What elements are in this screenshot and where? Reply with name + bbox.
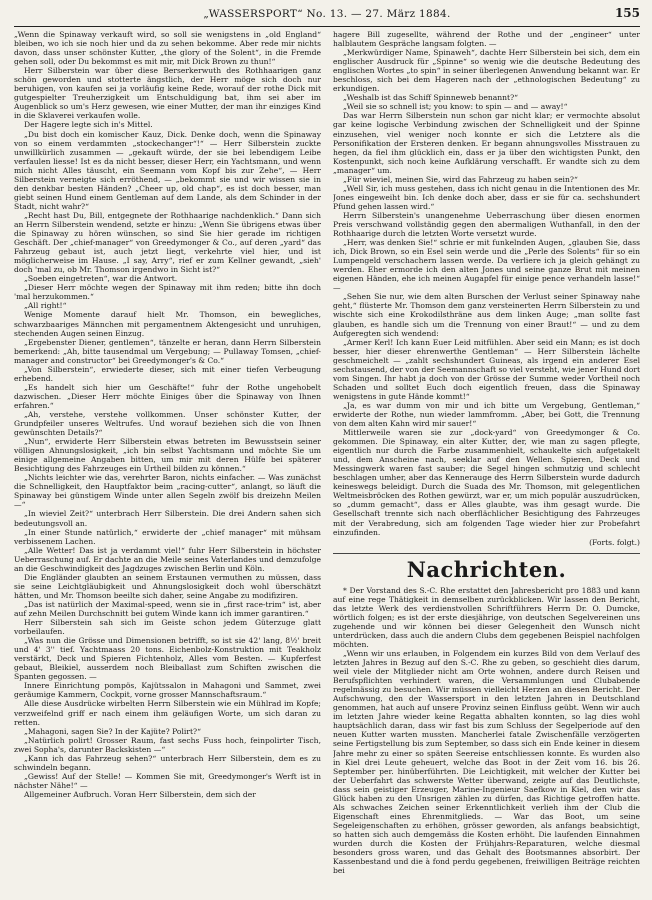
paragraph: hagere Bill zugesellte, während der Rothe und der „engineer“ unter halblautem Gespräche langsam folgten. — [333, 30, 640, 49]
paragraph: „Soeben eingetreten“, war die Antwort. [24, 274, 178, 284]
news-paragraph: „Wenn wir uns erlauben, in Folgendem ein kurzes Bild von dem Verlauf des letzten Jahres in Bezug auf den S.-C. Rhe zu geben, so geschieht dies darum, weil viele der Mitglieder nicht am Orte wohnen, andere durch Reisen und Berufspflichten verhindert waren, die Versammlungen und Clubabende regelmässig zu besuchen. Wir müssen vielleicht Herzen an diesen Bericht. Der Aufschwung, den der Wassersport in den letzten Jahren in Deutschland genommen, hat auch auf unsere Provinz seinen Einfluss geübt. Wenn wir auch im letzten Jahre wieder keine Regatta abhalten konnten, so lag dies wohl hauptsächlich daran, dass wir fast bis zum Schluss der Segelperiode auf den neuen Kutter warten mussten. Mancherlei fatale Zwischenfälle verzögerten seine Fertigstellung bis zum September, so dass sich ein Ende keiner in diesem Jahre mehr zu einer so späten Seereise entschliessen konnte. Es wurden also in Kiel drei Leute geheuert, welche das Boot in der Zeit vom 16. bis 26. September per. hinüberführten. Die Leichtigkeit, mit welcher der Kutter bei der Ueberfahrt das schwerste Wetter überwand, zeigte auf das Deutlichste, dass sein geistiger Erzeuger, Marine-Ingenieur Saefkow in Kiel, den wir das Glück haben zu den Unsrigen zählen zu dürfen, das Richtige getroffen hatte. Als schwaches Zeichen seiner Erkenntlichkeit verlieh ihm der Club die Eigenschaft eines Ehrenmitglieds. — War das Boot, um seine Segeleigenschaften zu erhöhen, grösser geworden, als anfangs beabsichtigt, so hatten sich auch demgemäss die Kosten erhöht. Die laufenden Einnahmen wurden durch die Kosten der Frühjahrs-Reparaturen, welche diesmal besonders gross waren, und das Gehalt des Bootsmannes absorbirt. Der Kassenbestand und die à fond perdu gegebenen, freiwilligen Beiträge reichten bei [333, 649, 640, 876]
section-title: Nachrichten. [333, 553, 640, 582]
paragraph: „Es handelt sich hier um Geschäfte!“ fuhr der Rothe ungehobelt dazwischen. „Dieser Herr möchte Einiges über die Spinaway von Ihnen erfahren.“ [14, 382, 321, 410]
paragraph: Wenige Momente darauf hielt Mr. Thomson, ein bewegliches, schwarzbaariges Männchen mit pergamentnem Aktengesicht und unruhigen, stechenden Augen seinen Einzug. [14, 310, 321, 338]
paragraph: „Wenn die Spinaway verkauft wird, so soll sie wenigstens in „old England“ bleiben, wo ich sie noch hier und da zu sehen bekomme. Aber rede mir nichts davon, dass unser schönster Kutter, „the glory of the Solent“, in die Fremde gehen soll, oder Du bekommst es mit mir, mit Dick Brown zu thun!“ [14, 30, 321, 67]
paragraph: „In einer Stunde natürlich,“ erwiderte der „chief manager“ mit mühsam verbissenem Lachen. [14, 527, 321, 546]
paragraph: „Mahagoni, sagen Sie? In der Kajüte? Polirt?“ [24, 726, 201, 736]
header-rule [14, 26, 640, 27]
paragraph: „In wieviel Zeit?“ unterbrach Herr Silberstein. Die drei Andern sahen sich bedeutungsvoll an. [14, 509, 321, 528]
paragraph: „Natürlich polirt! Grosser Raum, fast sechs Fuss hoch, feinpolirter Tisch, zwei Sopha's, darunter Backskisten —“ [14, 735, 321, 754]
paragraph: „Kann ich das Fahrzeug sehen?“ unterbrach Herr Silberstein, dem es zu schwindeln begann. [14, 753, 321, 772]
paragraph: „Well Sir, ich muss gestehen, dass ich nicht genau in die Intentionen des Mr. Jones eingeweiht bin. Ich denke doch aber, dass er sie für ca. sechshundert Pfund gehen lassen wird.“ [333, 183, 640, 211]
page-number: 155 [614, 6, 640, 20]
paragraph: „Merkwürdiger Name, Spinaweh“, dachte Herr Silberstein bei sich, dem ein englischer Ausdruck für „Spinne“ so wenig wie die deutsche Bedeutung des englischen Wortes „to spin“ in seiner überlegenen Anwendung bekannt war. Er beschloss, sich bei dem Hageren nach der „ethnologischen Bedeutung“ zu erkundigen. [333, 48, 640, 94]
page-header [14, 6, 640, 24]
paragraph: „Ergebenster Diener, gentlemen“, tänzelte er heran, dann Herrn Silberstein bemerkend: „Ah, bitte tausendmal um Vergebung; — Pullaway Tomsen, „chief-manager and constructor“ bei Greedymonger's & Co.“ [14, 337, 321, 365]
paragraph: „Gewiss! Auf der Stelle! — Kommen Sie mit, Greedymonger's Werft ist in nächster Nähe!“ — [14, 771, 321, 790]
paragraph: Der Hagere legte sich in's Mittel. [24, 120, 153, 130]
paragraph: „Recht hast Du, Bill, entgegnete der Rothhaarige nachdenklich.“ Dann sich an Herrn Silberstein wendend, setzte er hinzu: „Wenn Sie übrigens etwas über die Spinaway zu hören wünschen, so sind Sie hier gerade im richtigen Geschäft. Der „chief-manager“ von Greedymonger & Co., auf deren „yard“ das Fahrzeug gebaut ist, auch jetzt liegt, verkehrte viel hier, und ist möglicherweise im Hause. „I say, Arry“, rief er zum Kellner gewandt, „sieh' doch 'mal zu, ob Mr. Thomson irgendwo in Sicht ist?“ [14, 210, 321, 275]
paragraph: „Nichts leichter wie das, verehrter Baron, nichts einfacher. — Was zunächst die Schnelligkeit, den Hauptfaktor beim „racing-cutter“, anlangt, so läuft die Spinaway bei günstigem Winde unter allen Segeln zwölf bis dreizehn Meilen —“ [14, 473, 321, 510]
left-column [14, 30, 321, 898]
paragraph: Das war Herrn Silberstein nun schon gar nicht klar; er vermochte absolut gar keine logische Verbindung zwischen der Schnelligkeit und der Spinne einzusehen, viel weniger noch konnte er sich die Letztere als die Personifikation der Ersteren denken. Er begann ahnungsvolles Misstrauen zu hegen, da fiel ihm glücklich ein, dass er ja über den wichtigsten Punkt, den Kostenpunkt, sich noch keine Aufklärung verschafft. Er wandte sich zu dem „manager“ um. [333, 111, 640, 175]
paragraph: „Das ist natürlich der Maximal-speed, wenn sie in „first race-trim“ ist, aber auf zehn Meilen Durchschnitt bei gutem Winde kann ich immer garantiren.“ [14, 599, 321, 618]
paragraph: Herrn Silberstein's unangenehme Ueberraschung über diesen enormen Preis verschwand vollständig gegen den abermaligen Wuthanfall, in den der Rothhaarige durch die letzten Worte versetzt wurde. [333, 210, 640, 239]
paragraph: „Weshalb ist das Schiff Spinneweb benannt?“ [343, 93, 519, 103]
paragraph: Alle diese Ausdrücke wirbelten Herrn Silberstein wie ein Mühlrad im Kopfe; verzweifelnd griff er nach einem ihm geläufigen Worte, um sich daran zu retten. [14, 699, 321, 727]
paragraph: Die Engländer glaubten an seinem Erstaunen vermuthen zu müssen, dass sie seine Leichtgläubigkeit und Ahnungslosigkeit doch wohl überschätzt hätten, und Mr. Thomson beeilte sich daher, seine Angabe zu modifiziren. [14, 572, 321, 600]
paragraph: Herr Silberstein sah sich im Geiste schon jedem Güterzuge glatt vorbeilaufen. [14, 618, 321, 637]
paragraph: „Dieser Herr möchte wegen der Spinaway mit ihm reden; bitte ihn doch 'mal herzukommen.“ [14, 283, 321, 302]
paragraph: „Für wieviel, meinen Sie, wird das Fahrzeug zu haben sein?“ [343, 174, 578, 184]
paragraph: „All right!“ [24, 301, 67, 311]
paragraph: Mittlerweile waren sie zur „dock-yard“ von Greedymonger & Co. gekommen. Die Spinaway, ein alter Kutter, der, wie man zu sagen pflegte, eigentlich nur durch die Farbe zusammenhielt, schaukelte sich aufgetakelt und, dem Anscheine nach, seeklar auf den Wellen. Spieren, Deck und Messingwerk waren fast sauber; die Segel hingen schmutzig und schlecht beschlagen umher, aber das Kennerauge des Herrn Silberstein wurde dadurch keineswegs beleidigt. Durch die Suada des Mr. Thomson, mit gelegentlichen Weltmeisbröcken des Rothen gewürzt, war er, um mich populär auszudrücken, so „dumm gemacht“, dass er Alles glaubte, was ihm gesagt wurde. Die Gesellschaft trennte sich nach oberflächlicher Besichtigung des Fahrzeuges mit der Verabredung, sich am folgenden Tage wieder hier zur Probefahrt einzufinden. [333, 428, 640, 537]
paragraph: „Von Silberstein“, erwiederte dieser, sich mit einer tiefen Verbeugung erhebend. [14, 364, 321, 383]
paragraph: „Weil sie so schnell ist; you know: to spin — and — away!“ [343, 102, 568, 112]
paragraph: Herr Silberstein war über diese Berserkerwuth des Rothhaarigen ganz schön geworden und stotterte ängstlich, der Herr möge sich doch nur beruhigen, von kaufen sei ja vorläufig keine Rede, worauf der rothe Dick mit gutgespielter Treuherzigkeit um Entschuldigung bat, ihm sei aber im Augenblick so um's Herz gewesen, wie einer Mutter, der man ihr einziges Kind in die Sklaverei verkaufen wolle. [14, 66, 321, 121]
paragraph: „Sehen Sie nur, wie dem alten Burschen der Verlust seiner Spinaway nahe geht,“ flüsterte Mr. Thomson dem ganz versteinerten Herrn Silberstein zu und wischte sich eine Krokodilsthräne aus dem linken Auge; „man sollte fast glauben, es handle sich um die Trennung von einer Braut!“ — und zu dem Aufgeregten sich wendend: [333, 292, 640, 338]
text-columns [14, 30, 640, 898]
continuation-note: (Forts. folgt.) [589, 537, 640, 547]
paragraph: „Ah, verstehe, verstehe vollkommen. Unser schönster Kutter, der Grundpfeiler unseres Weltrufes. Und worauf beziehen sich die von Ihnen gewünschten Details?“ [14, 409, 321, 438]
paragraph: Innere Einrichtung pompös, Kajütssalon in Mahagoni und Sammet, zwei geräumige Kammern, Cockpit, vorne grosser Mannschaftsraum.“ [14, 681, 321, 700]
paragraph: „Herr, was denken Sie!“ schrie er mit funkelnden Augen, „glauben Sie, dass ich, Dick Brown, so ein Esel sein werde und die „Perle des Solents“ für so ein Lumpengeld verschachern lassen werde. Da verliere ich ja gleich gehängt zu werden. Eher ermorde ich den alten Jones und seine ganze Brut mit meinen eigenen Händen, ehe ich meinen Augapfel für einige pence verhandeln lasse!“ — [333, 238, 640, 293]
right-column [333, 30, 640, 898]
paragraph: „Ja, es war dumm von mir und ich bitte um Vergebung, Gentleman,“ erwiderte der Rothe, nun wieder lammfromm. „Aber, bei Gott, die Trennung von dem alten Kahn wird mir sauer!“ [333, 400, 640, 429]
paragraph: „Alle Wetter! Das ist ja verdammt viel!“ fuhr Herr Silberstein in höchster Ueberraschung auf. Er dachte an die Meile seines Vaterlandes und demzufolge an die Geschwindigkeit des Jagdzuges zwischen Berlin und Köln. [14, 545, 321, 573]
paragraph: „Was nun die Grösse und Dimensionen betrifft, so ist sie 42' lang, 8½' breit und 4' 3'' tief. Yachtmaass 20 tons. Eichenbolz-Konstruktion mit Teakholz verstärkt, Deck und Spieren Fichtenholz, Alles vom Besten. — Kupferfest gebaut, Bleikiel, ausserdem noch Bleiballast zum Schiften zwischen die Spanten gegossen. — [14, 636, 321, 682]
paragraph: „Du bist doch ein komischer Kauz, Dick. Denke doch, wenn die Spinaway von so einem verdammten „stockechanger“!“ — Herr Silberstein zuckte unwillkürlich zusammen — „gekauft würde, der sie bei lebendigem Leibe verfaulen liesse! Ist es da nicht besser, dieser Herr, ein Yachtsmann, und wenn mich nicht Alles täuscht, ein Seemann vom Kopf bis zur Zehe“, — Herr Silberstein verneigte sich erröthend, — „bekommt sie und wir wissen sie in den denkbar besten Händen? „Cheer up, old chap“, es ist doch besser, man giebt seinen Hund einem Gentleman auf dem Lande, als dem Schinder in der Stadt, nicht wahr?“ [14, 129, 321, 211]
paragraph: „Armer Kerl! Ich kann Euer Leid mitfühlen. Aber seid ein Mann; es ist doch besser, hier dieser ehrenwerthe Gentleman“ — Herr Silberstein lächelte geschmeichelt — „zahlt sechshundert Guineas, als irgend ein anderer Esel sechstausend, der von der Seemannschaft so viel versteht, wie jener Hund dort vom Singen. Ihr habt ja doch von der Grösse der Summe weder Vortheil noch Schaden und solltet Euch doch eigentlich freuen, dass die Spinaway wenigstens in gute Hände kommt!“ [333, 337, 640, 401]
header-title: „WASSERSPORT“ No. 13. — 27. März 1884. [203, 8, 451, 20]
paragraph: Allgemeiner Aufbruch. Voran Herr Silberstein, dem sich der [24, 789, 256, 799]
paragraph: „Nun“, erwiderte Herr Silberstein etwas betreten im Bewusstsein seiner völligen Ahnungslosigkeit, „ich bin selbst Yachtsmann und möchte Sie um einige allgemeine Angaben bitten, um mir mit deren Hülfe bei späterer Besichtigung des Fahrzeuges ein Urtheil bilden zu können.“ [14, 437, 321, 474]
news-paragraph: * Der Vorstand des S.-C. Rhe erstattet den Jahresbericht pro 1883 und kann auf eine rege Thätigkeit in demselben zurückblicken. Wir lassen den Bericht, das letzte Werk des verdienstvollen Schriftführers Herrn Dr. O. Dumcke, wörtlich folgen; es ist der erste diesjährige, von deutschen Segelvereinen uns zugehende und wir können bei dieser Gelegenheit den Wunsch nicht unterdrücken, dass auch die andern Clubs dem gegebenen Beispiel nachfolgen möchten. [333, 585, 640, 649]
